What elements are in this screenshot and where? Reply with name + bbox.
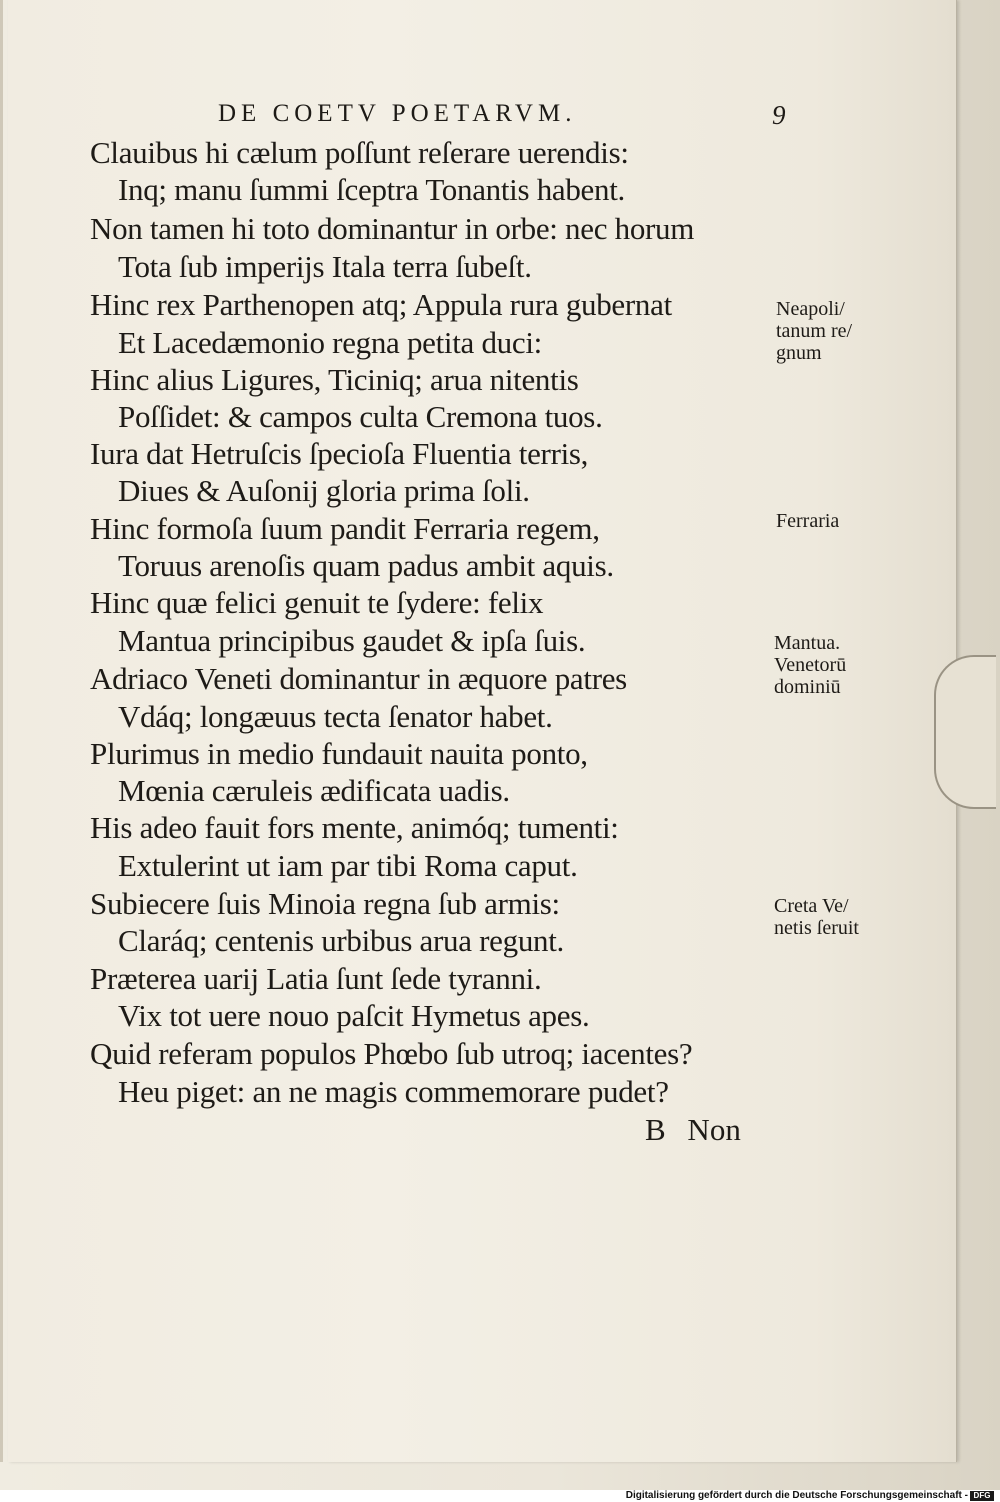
verse-line: Vix tot uere nouo paſcit Hymetus apes. [118,998,590,1033]
verse-line: Vdáq; longæuus tecta ſenator habet. [118,699,553,734]
verse-line: Heu piget: an ne magis commemorare pudet? [118,1074,669,1109]
verse-line: Mœnia cæruleis ædificata uadis. [118,773,510,808]
verse-line: Quid referam populos Phœbo ſub utroq; iacentes? [90,1036,693,1071]
verse-line: Toruus arenoſis quam padus ambit aquis. [118,548,614,583]
verse-line: Tota ſub imperijs Itala terra ſubeſt. [118,249,532,284]
verse-line: Extulerint ut iam par tibi Roma caput. [118,848,578,883]
verse-line: Præterea uarij Latia ſunt ſede tyranni. [90,961,542,996]
verse-line: Clauibus hi cælum poſſunt reſerare uerendis: [90,135,629,170]
verse-line: Inq; manu ſummi ſceptra Tonantis habent. [118,172,625,207]
verse-line: Mantua principibus gaudet & ipſa ſuis. [118,623,586,658]
running-head: DE COETV POETARVM. [218,100,577,127]
verse-line: Plurimus in medio fundauit nauita ponto, [90,736,588,771]
verse-line: His adeo fauit fors mente, animóq; tumenti: [90,810,619,845]
marginal-note-naples: Neapoli/ tanum re/ gnum [776,298,853,364]
verse-line: Hinc formoſa ſuum pandit Ferraria regem, [90,511,600,546]
verse-line: Iura dat Hetruſcis ſpecioſa Fluentia terris, [90,436,589,471]
verse-line: Et Lacedæmonio regna petita duci: [118,325,542,360]
verse-line: Adriaco Veneti dominantur in æquore patres [90,661,627,696]
verse-line: Poſſidet: & campos culta Cremona tuos. [118,399,603,434]
verse-line: Hinc alius Ligures, Ticiniq; arua nitentis [90,362,579,397]
page-tab-notch [934,655,996,809]
page-number: 9 [772,100,786,130]
verse-line: Hinc rex Parthenopen atq; Appula rura gubernat [90,287,672,322]
verse-line: Claráq; centenis urbibus arua regunt. [118,923,564,958]
verse-line: Non tamen hi toto dominantur in orbe: nec horum [90,211,695,246]
dfg-logo: DFG [970,1491,994,1501]
marginal-note-crete: Creta Ve/ netis ſeruit [774,895,859,939]
digitization-credit: Digitalisierung gefördert durch die Deutsche Forschungsgemeinschaft - [625,1490,968,1501]
marginal-note-ferrara: Ferraria [776,510,840,532]
catchword: B Non [645,1112,741,1147]
page-edge-left [0,0,3,1462]
verse-line: Hinc quæ felici genuit te ſydere: felix [90,585,544,620]
verse-line: Diues & Auſonij gloria prima ſoli. [118,473,530,508]
verse-line: Subiecere ſuis Minoia regna ſub armis: [90,886,560,921]
marginal-note-mantua-venice: Mantua. Venetorū dominiū [774,632,847,698]
